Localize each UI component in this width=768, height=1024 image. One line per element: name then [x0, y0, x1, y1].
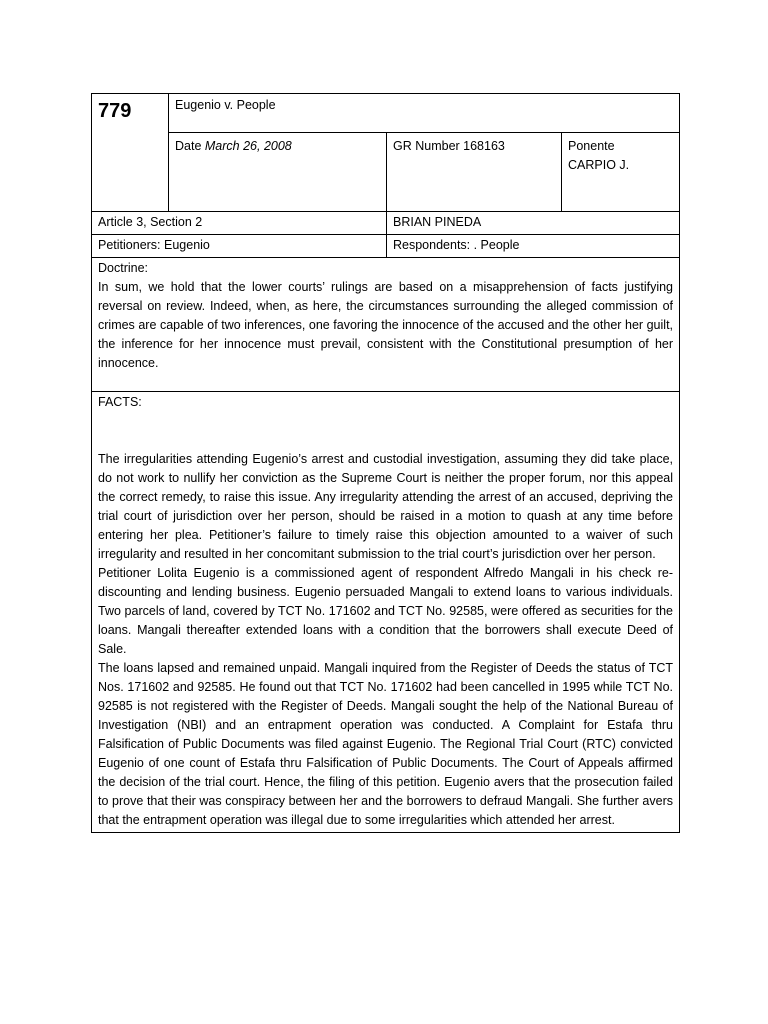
case-number: 779	[92, 94, 169, 212]
gr-number: GR Number 168163	[387, 133, 562, 212]
digest-author: BRIAN PINEDA	[387, 212, 680, 235]
doctrine-label: Doctrine:	[98, 261, 149, 275]
doctrine-cell	[92, 258, 680, 392]
date-cell	[169, 133, 387, 212]
doctrine-text: In sum, we hold that the lower courts’ rulings are based on a misapprehension of facts justifying reversal on review. Indeed, when, as here, the circumstances surrounding the alleged commission of crimes are capable of two inferences, one favoring the innocence of the accused and the other her guilt, the inference for her innocence must prevail, consistent with the Constitutional presumption of her innocence.	[98, 280, 674, 370]
facts-cell	[92, 392, 680, 833]
facts-label: FACTS:	[98, 395, 142, 409]
topic: Article 3, Section 2	[92, 212, 387, 235]
facts-paragraph: The irregularities attending Eugenio’s arrest and custodial investigation, assuming they did take place, do not work to nullify her conviction as the Supreme Court is neither the proper forum, nor this appeal the correct remedy, to raise this issue. Any irregularity attending the arrest of an accused, depriving the trial court of jurisdiction over her person, should be raised in a motion to quash at any time before entering her plea. Petitioner’s failure to timely raise this objection amounted to a waiver of such irregularity and resulted in her concomitant submission to the trial court’s jurisdiction over her person.	[98, 452, 674, 561]
petitioners: Petitioners: Eugenio	[92, 235, 387, 258]
ponente-label: Ponente	[568, 139, 615, 153]
facts-paragraph: The loans lapsed and remained unpaid. Mangali inquired from the Register of Deeds the status of TCT Nos. 171602 and 92585. He found out that TCT No. 171602 had been cancelled in 1995 while TCT No. 92585 is not registered with the Register of Deeds. Mangali sought the help of the National Bureau of Investigation (NBI) and an entrapment operation was conducted. A Complaint for Estafa thru Falsification of Public Documents was filed against Eugenio. The Regional Trial Court (RTC) convicted Eugenio of one count of Estafa thru Falsification of Public Documents. The Court of Appeals affirmed the decision of the trial court. Hence, the filing of this petition. Eugenio avers that the prosecution failed to prove that their was conspiracy between her and the borrowers to defraud Mangali. She further avers that the entrapment operation was illegal due to some irregularities which attended her arrest.	[98, 661, 674, 827]
ponente-value: CARPIO J.	[568, 158, 630, 172]
respondents: Respondents: . People	[387, 235, 680, 258]
date-value: March 26, 2008	[204, 139, 292, 153]
date-label: Date	[175, 139, 202, 153]
facts-paragraph: Petitioner Lolita Eugenio is a commissioned agent of respondent Alfredo Mangali in his check re-discounting and lending business. Eugenio persuaded Mangali to extend loans to various individuals. Two parcels of land, covered by TCT No. 171602 and TCT No. 92585, were offered as securities for the loans. Mangali thereafter extended loans with a condition that the borrowers shall execute Deed of Sale.	[98, 566, 674, 656]
ponente-cell	[562, 133, 680, 212]
case-title: Eugenio v. People	[169, 94, 680, 133]
case-digest-table	[91, 93, 680, 833]
